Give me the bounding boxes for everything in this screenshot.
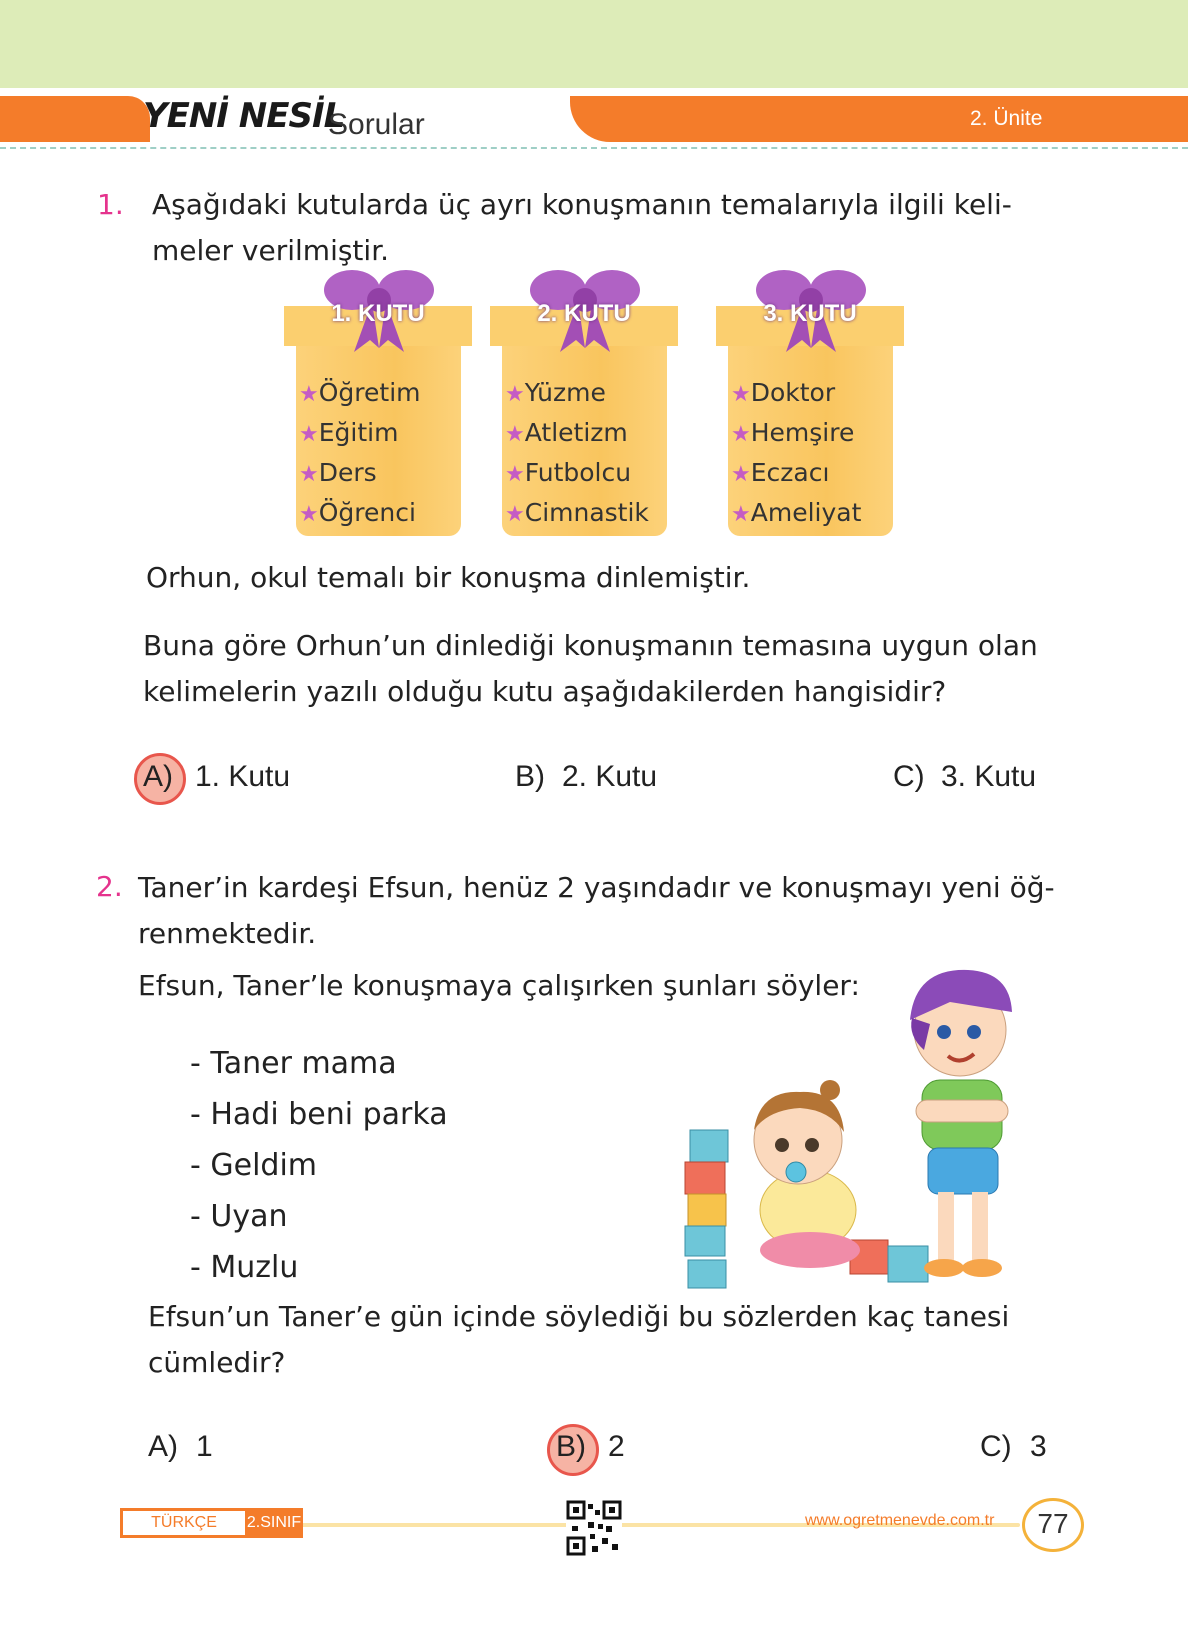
option-b-text[interactable]: 2 xyxy=(608,1430,625,1463)
header-bar-right xyxy=(570,96,1188,142)
box-title: 3. KUTU xyxy=(763,300,857,327)
star-icon: ★ xyxy=(731,462,751,487)
page-number: 77 xyxy=(1022,1498,1084,1552)
question-1-text-line1: Aşağıdaki kutularda üç ayrı konuşmanın temalarıyla ilgili keli- xyxy=(152,188,1012,221)
question-2-text-line2: renmektedir. xyxy=(138,917,317,950)
box-word-list xyxy=(731,374,861,534)
box-word-list xyxy=(299,374,421,534)
question-1-text-line2: meler verilmiştir. xyxy=(152,234,390,267)
option-c-text[interactable]: 3 xyxy=(1030,1430,1047,1463)
gift-box-2 xyxy=(490,296,670,536)
question-2-question-line1: Efsun’un Taner’e gün içinde söylediği bu sözlerden kaç tanesi xyxy=(148,1300,1010,1333)
option-b-letter[interactable]: B) xyxy=(556,1430,586,1463)
question-1-number: 1. xyxy=(97,188,124,221)
header-unit: 2. Ünite xyxy=(970,107,1043,130)
question-1-statement: Orhun, okul temalı bir konuşma dinlemiştir. xyxy=(146,561,751,594)
box-word: ★Öğrenci xyxy=(299,498,416,527)
utterance-item: - Geldim xyxy=(190,1148,318,1183)
star-icon: ★ xyxy=(299,422,319,447)
question-2-text-line1: Taner’in kardeşi Efsun, henüz 2 yaşındadır ve konuşmayı yeni öğ- xyxy=(138,871,1055,904)
gift-box-1 xyxy=(284,296,464,536)
question-2-question-line2: cümledir? xyxy=(148,1346,286,1379)
box-title: 1. KUTU xyxy=(331,300,425,327)
footer-url[interactable]: www.ogretmenevde.com.tr xyxy=(805,1512,995,1529)
box-word: ★Atletizm xyxy=(505,418,628,447)
option-b-text[interactable]: 2. Kutu xyxy=(562,760,658,793)
utterance-item: - Muzlu xyxy=(190,1250,299,1285)
box-word: ★Doktor xyxy=(731,378,836,407)
box-word: ★Ders xyxy=(299,458,377,487)
star-icon: ★ xyxy=(299,382,319,407)
star-icon: ★ xyxy=(299,462,319,487)
question-2-number: 2. xyxy=(96,870,123,903)
box-word: ★Hemşire xyxy=(731,418,855,447)
option-b-letter[interactable]: B) xyxy=(515,760,545,793)
box-word: ★Cimnastik xyxy=(505,498,649,527)
top-band xyxy=(0,0,1188,88)
gift-box-3 xyxy=(716,296,896,536)
box-word-list xyxy=(505,374,649,534)
box-word: ★Öğretim xyxy=(299,378,421,407)
header-divider xyxy=(0,147,1188,149)
star-icon: ★ xyxy=(731,382,751,407)
box-word: ★Yüzme xyxy=(505,378,606,407)
option-a-text[interactable]: 1 xyxy=(196,1430,213,1463)
box-title: 2. KUTU xyxy=(537,300,631,327)
footer-subject: TÜRKÇE xyxy=(120,1508,248,1538)
qr-code-icon xyxy=(566,1500,622,1556)
utterance-item: - Uyan xyxy=(190,1199,288,1234)
header-brand: YENİ NESİL xyxy=(143,96,345,136)
header-bar-left xyxy=(0,96,150,142)
star-icon: ★ xyxy=(505,422,525,447)
box-word: ★Eczacı xyxy=(731,458,830,487)
box-word: ★Futbolcu xyxy=(505,458,632,487)
question-1-question-line1: Buna göre Orhun’un dinlediği konuşmanın temasına uygun olan xyxy=(143,629,1038,662)
option-a-letter[interactable]: A) xyxy=(143,760,173,793)
utterance-list xyxy=(190,1038,448,1293)
utterance-item: - Hadi beni parka xyxy=(190,1097,448,1132)
star-icon: ★ xyxy=(731,502,751,527)
header-subtitle: Sorular xyxy=(328,108,425,141)
star-icon: ★ xyxy=(299,502,319,527)
star-icon: ★ xyxy=(505,462,525,487)
question-1-question-line2: kelimelerin yazılı olduğu kutu aşağıdakilerden hangisidir? xyxy=(143,675,947,708)
option-c-letter[interactable]: C) xyxy=(893,760,925,793)
option-a-text[interactable]: 1. Kutu xyxy=(195,760,291,793)
option-c-letter[interactable]: C) xyxy=(980,1430,1012,1463)
star-icon: ★ xyxy=(505,382,525,407)
box-word: ★Eğitim xyxy=(299,418,399,447)
children-illustration xyxy=(660,940,1040,1290)
star-icon: ★ xyxy=(731,422,751,447)
question-2-text-line3: Efsun, Taner’le konuşmaya çalışırken şunları söyler: xyxy=(138,969,860,1002)
box-word: ★Ameliyat xyxy=(731,498,862,527)
utterance-item: - Taner mama xyxy=(190,1046,397,1081)
option-c-text[interactable]: 3. Kutu xyxy=(941,760,1037,793)
star-icon: ★ xyxy=(505,502,525,527)
footer-grade: 2.SINIF xyxy=(245,1508,303,1538)
option-a-letter[interactable]: A) xyxy=(148,1430,178,1463)
